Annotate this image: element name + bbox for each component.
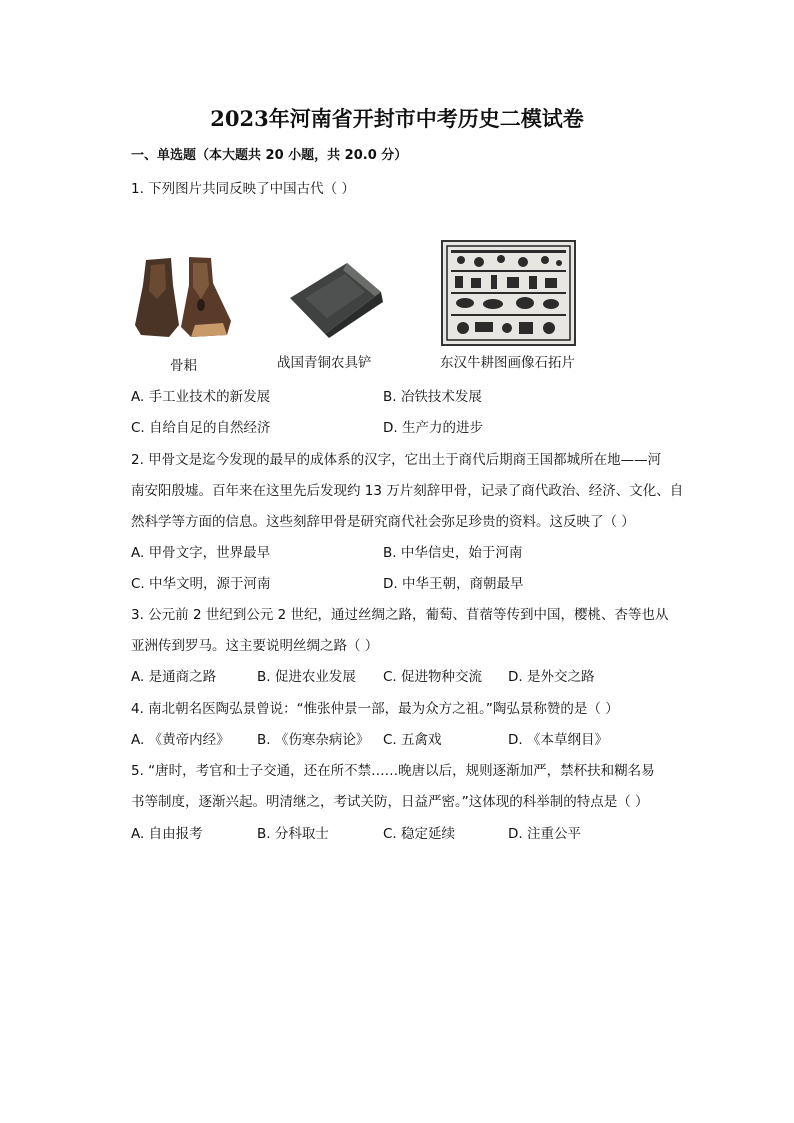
image-caption: 骨耜: [170, 358, 197, 374]
option-d[interactable]: D. 生产力的进步: [383, 420, 483, 436]
option-c[interactable]: C. 五禽戏: [383, 732, 442, 748]
question-3-stem: 亚洲传到罗马。这主要说明丝绸之路（ ）: [131, 638, 379, 654]
section-heading: 一、单选题（本大题共 20 小题，共 20.0 分）: [131, 148, 408, 163]
option-c[interactable]: C. 稳定延续: [383, 826, 456, 842]
option-a[interactable]: A. 手工业技术的新发展: [131, 389, 271, 405]
question-1-stem: 1. 下列图片共同反映了中国古代（ ）: [131, 181, 355, 197]
option-b[interactable]: B. 促进农业发展: [257, 669, 356, 685]
question-3-stem: 3. 公元前 2 世纪到公元 2 世纪，通过丝绸之路，葡萄、苜蓿等传到中国，樱桃、杏等也从: [131, 607, 669, 623]
question-2-stem: 2. 甲骨文是迄今发现的最早的成体系的汉字，它出土于商代后期商王国都城所在地——河: [131, 452, 662, 468]
option-b[interactable]: B. 《伤寒杂病论》: [257, 732, 370, 748]
option-a[interactable]: A. 自由报考: [131, 826, 203, 842]
option-a[interactable]: A. 《黄帝内经》: [131, 732, 230, 748]
bone-spade-photo: [131, 255, 241, 341]
stone-rubbing-image: [441, 240, 576, 346]
image-caption: 东汉牛耕图画像石拓片: [440, 355, 575, 371]
image-caption: 战国青铜农具铲: [277, 355, 372, 371]
option-c[interactable]: C. 促进物种交流: [383, 669, 483, 685]
option-c[interactable]: C. 自给自足的自然经济: [131, 420, 271, 436]
option-d[interactable]: D. 中华王朝，商朝最早: [383, 576, 524, 592]
question-2-stem: 南安阳殷墟。百年来在这里先后发现约 13 万片刻辞甲骨，记录了商代政治、经济、文化、自: [131, 483, 684, 499]
option-a[interactable]: A. 是通商之路: [131, 669, 217, 685]
option-c[interactable]: C. 中华文明，源于河南: [131, 576, 271, 592]
option-a[interactable]: A. 甲骨文字，世界最早: [131, 545, 271, 561]
option-b[interactable]: B. 分科取士: [257, 826, 329, 842]
question-4-stem: 4. 南北朝名医陶弘景曾说：“惟张仲景一部，最为众方之祖。”陶弘景称赞的是（ ）: [131, 701, 619, 717]
option-b[interactable]: B. 中华信史，始于河南: [383, 545, 523, 561]
question-2-stem: 然科学等方面的信息。这些刻辞甲骨是研究商代社会弥足珍贵的资料。这反映了（ ）: [131, 514, 635, 530]
option-d[interactable]: D. 《本草纲目》: [508, 732, 608, 748]
question-5-stem: 书等制度，逐渐兴起。明清继之，考试关防，日益严密。”这体现的科举制的特点是（ ）: [131, 794, 649, 810]
exam-title: 2023年河南省开封市中考历史二模试卷: [210, 106, 584, 131]
question-5-stem: 5. “唐时，考官和士子交通，还在所不禁……晚唐以后，规则逐渐加严，禁杯扶和糊名易: [131, 763, 655, 779]
option-d[interactable]: D. 注重公平: [508, 826, 581, 842]
bronze-spade-photo: [285, 258, 385, 340]
option-b[interactable]: B. 冶铁技术发展: [383, 389, 482, 405]
option-d[interactable]: D. 是外交之路: [508, 669, 595, 685]
